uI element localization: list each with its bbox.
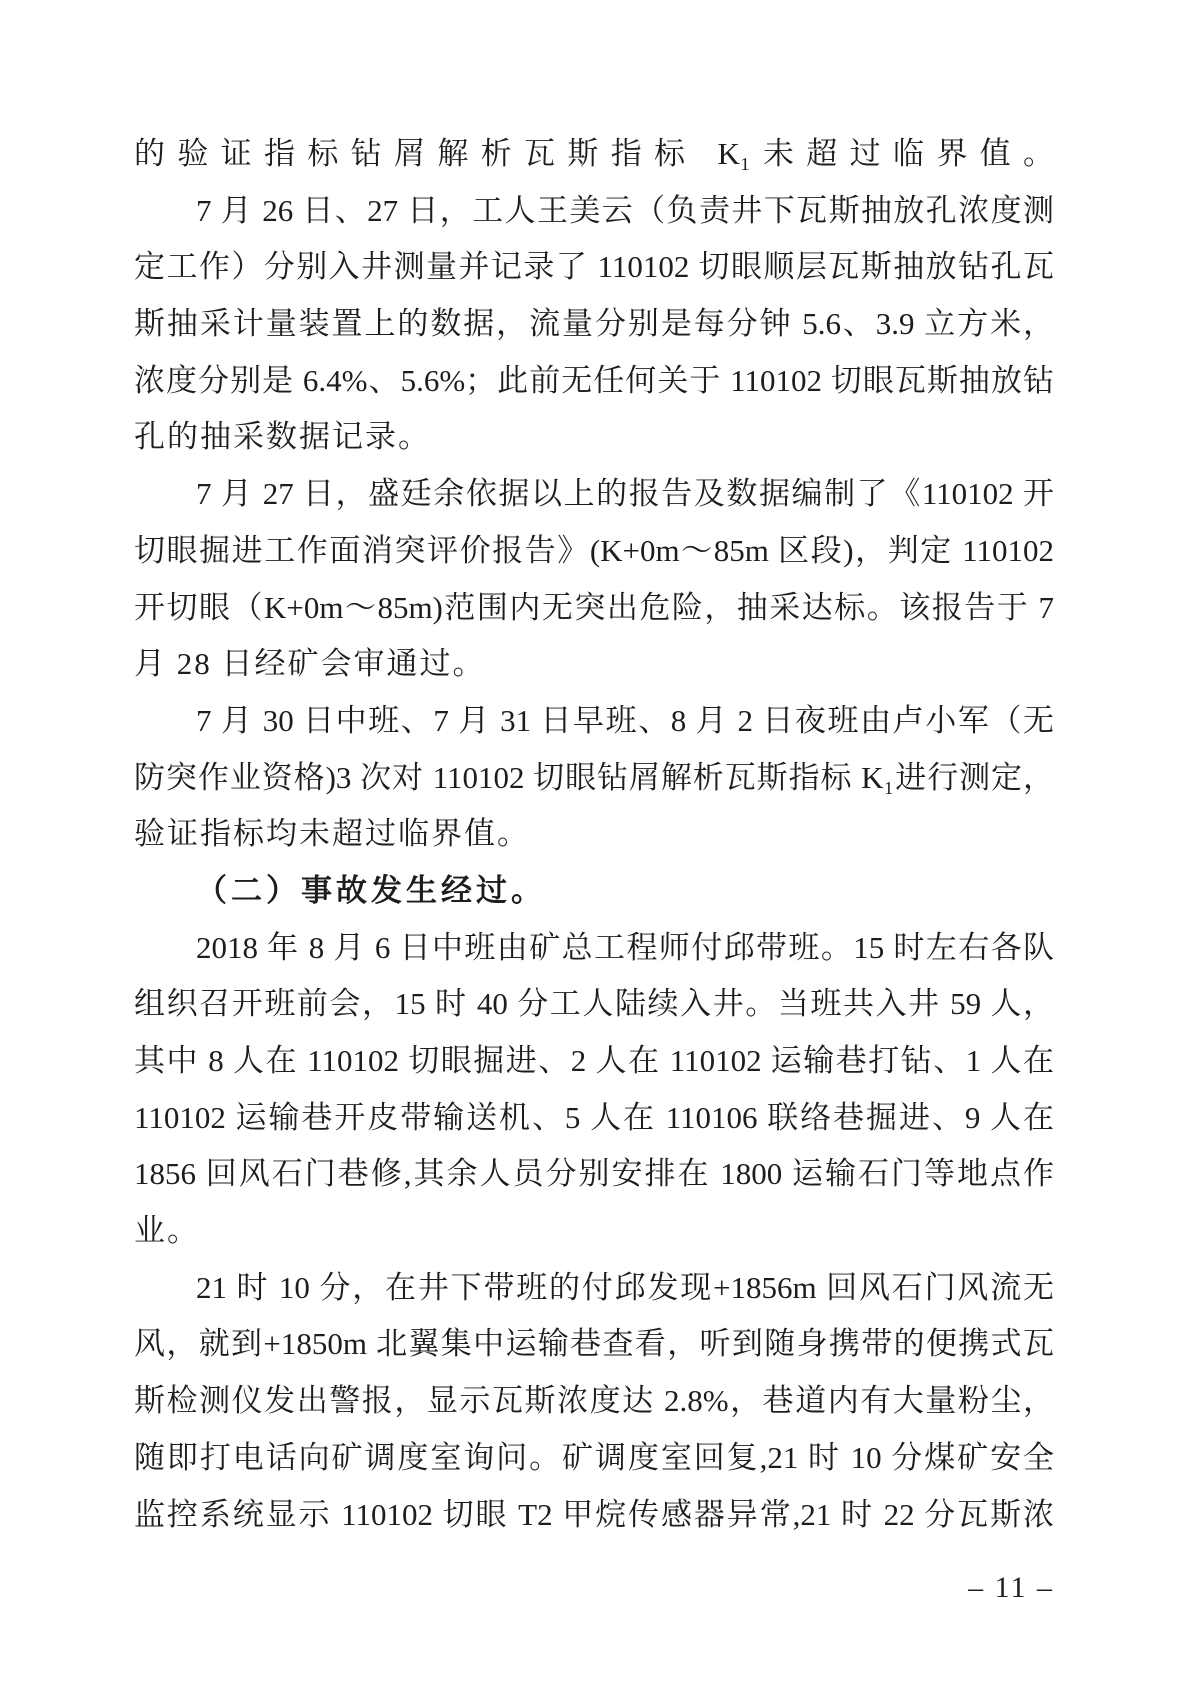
text-line: 孔的抽采数据记录。 [134,419,431,455]
text-line: 切眼掘进工作面消突评价报告》(K+0m～85m 区段)，判定 110102 [134,532,1054,568]
text-line: 月 28 日经矿会审通过。 [134,646,486,682]
text-line: 浓度分别是 6.4%、5.6%；此前无任何关于 110102 切眼瓦斯抽放钻 [134,362,1054,398]
text-line: 验证指标均未超过临界值。 [134,816,530,852]
text-line: 定工作）分别入井测量并记录了 110102 切眼顺层瓦斯抽放钻孔瓦 [134,249,1054,285]
text-line: 其中 8 人在 110102 切眼掘进、2 人在 110102 运输巷打钻、1 人在 [134,1043,1054,1078]
page-number: – 11 – [968,1571,1054,1604]
text-line: 7 月 30 日中班、7 月 31 日早班、8 月 2 日夜班由卢小军（无 [196,702,1054,738]
text-line: 斯检测仪发出警报，显示瓦斯浓度达 2.8%，巷道内有大量粉尘， [134,1383,1054,1419]
section-heading: （二）事故发生经过。 [196,872,546,908]
text-line: 2018 年 8 月 6 日中班由矿总工程师付邱带班。15 时左右各队 [196,929,1054,965]
text-line: 7 月 26 日、27 日，工人王美云（负责井下瓦斯抽放孔浓度测 [196,192,1054,228]
body-text [134,126,1054,1543]
text-line: 业。 [134,1213,200,1249]
text-line: 的验证指标钻屑解析瓦斯指标 K₁未超过临界值。 [134,136,1054,171]
text-line: 110102 运输巷开皮带输送机、5 人在 110106 联络巷掘进、9 人在 [134,1099,1054,1135]
text-line: 随即打电话向矿调度室询问。矿调度室回复,21 时 10 分煤矿安全 [134,1439,1054,1475]
text-line: 监控系统显示 110102 切眼 T2 甲烷传感器异常,21 时 22 分瓦斯浓 [134,1496,1054,1532]
text-line: 风，就到+1850m 北翼集中运输巷查看，听到随身携带的便携式瓦 [134,1326,1054,1362]
text-line: 1856 回风石门巷修,其余人员分别安排在 1800 运输石门等地点作 [134,1156,1054,1192]
text-line: 21 时 10 分，在井下带班的付邱发现+1856m 回风石门风流无 [196,1269,1054,1305]
text-line: 开切眼（K+0m～85m)范围内无突出危险，抽采达标。该报告于 7 [134,589,1054,625]
text-line: 斯抽采计量装置上的数据，流量分别是每分钟 5.6、3.9 立方米， [134,306,1054,342]
text-line: 防突作业资格)3 次对 110102 切眼钻屑解析瓦斯指标 K₁进行测定， [134,759,1054,795]
text-line: 组织召开班前会，15 时 40 分工人陆续入井。当班共入井 59 人， [134,986,1054,1022]
text-line: 7 月 27 日，盛廷余依据以上的报告及数据编制了《110102 开 [196,476,1054,512]
